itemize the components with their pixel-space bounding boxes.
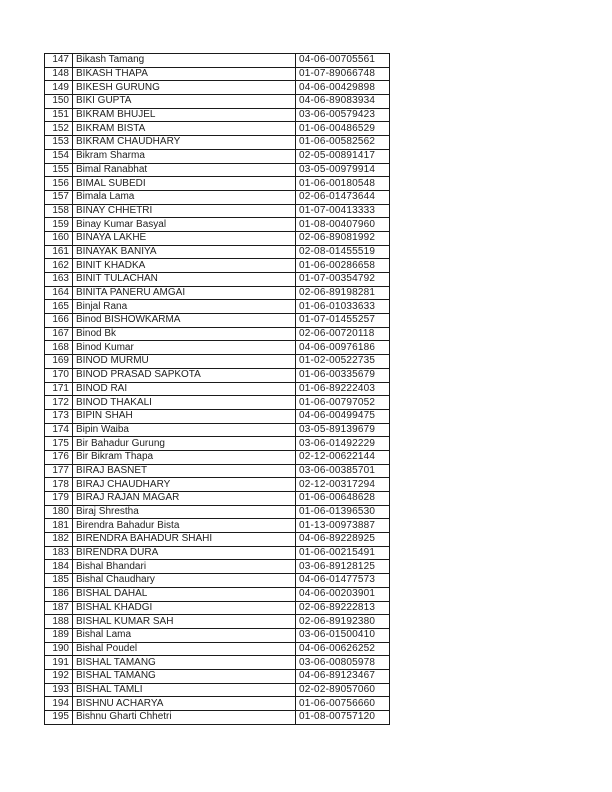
id-number-cell: 04-06-89083934 <box>296 95 390 109</box>
row-number-cell: 147 <box>45 54 73 68</box>
name-cell: BIRAJ BASNET <box>73 464 296 478</box>
name-cell: BIKRAM BISTA <box>73 122 296 136</box>
table-row <box>45 478 390 492</box>
id-number-cell: 03-05-89139679 <box>296 423 390 437</box>
name-cell: BINAY CHHETRI <box>73 204 296 218</box>
row-number-cell: 150 <box>45 95 73 109</box>
name-cell: BIRENDRA DURA <box>73 546 296 560</box>
table-row <box>45 656 390 670</box>
id-number-cell: 01-06-89222403 <box>296 382 390 396</box>
name-cell: BIKRAM CHAUDHARY <box>73 136 296 150</box>
id-number-cell: 04-06-00429898 <box>296 81 390 95</box>
row-number-cell: 182 <box>45 533 73 547</box>
table-row <box>45 711 390 725</box>
name-cell: BIRAJ CHAUDHARY <box>73 478 296 492</box>
id-number-cell: 03-06-00579423 <box>296 108 390 122</box>
row-number-cell: 159 <box>45 218 73 232</box>
row-number-cell: 192 <box>45 669 73 683</box>
name-cell: Binay Kumar Basyal <box>73 218 296 232</box>
row-number-cell: 175 <box>45 437 73 451</box>
id-number-cell: 04-06-89228925 <box>296 533 390 547</box>
name-cell: BIRENDRA BAHADUR SHAHI <box>73 533 296 547</box>
table-row <box>45 273 390 287</box>
id-number-cell: 01-07-00354792 <box>296 273 390 287</box>
table-row <box>45 54 390 68</box>
table-row <box>45 341 390 355</box>
table-row <box>45 122 390 136</box>
table-row <box>45 231 390 245</box>
name-cell: Binod BISHOWKARMA <box>73 314 296 328</box>
id-number-cell: 01-06-00180548 <box>296 177 390 191</box>
row-number-cell: 153 <box>45 136 73 150</box>
name-cell: BINOD PRASAD SAPKOTA <box>73 368 296 382</box>
name-cell: Bikash Tamang <box>73 54 296 68</box>
row-number-cell: 166 <box>45 314 73 328</box>
roster-table-body <box>45 54 390 725</box>
row-number-cell: 188 <box>45 615 73 629</box>
name-cell: BIKI GUPTA <box>73 95 296 109</box>
table-row <box>45 628 390 642</box>
row-number-cell: 169 <box>45 355 73 369</box>
id-number-cell: 01-06-00797052 <box>296 396 390 410</box>
name-cell: Bishnu Gharti Chhetri <box>73 711 296 725</box>
row-number-cell: 185 <box>45 574 73 588</box>
name-cell: BINAYA LAKHE <box>73 231 296 245</box>
row-number-cell: 170 <box>45 368 73 382</box>
row-number-cell: 156 <box>45 177 73 191</box>
row-number-cell: 152 <box>45 122 73 136</box>
table-row <box>45 423 390 437</box>
name-cell: BINIT TULACHAN <box>73 273 296 287</box>
row-number-cell: 165 <box>45 300 73 314</box>
row-number-cell: 180 <box>45 505 73 519</box>
row-number-cell: 174 <box>45 423 73 437</box>
name-cell: BINAYAK BANIYA <box>73 245 296 259</box>
table-row <box>45 368 390 382</box>
name-cell: BISHAL DAHAL <box>73 587 296 601</box>
name-cell: BIPIN SHAH <box>73 409 296 423</box>
row-number-cell: 157 <box>45 190 73 204</box>
row-number-cell: 161 <box>45 245 73 259</box>
name-cell: Bir Bikram Thapa <box>73 450 296 464</box>
table-row <box>45 286 390 300</box>
row-number-cell: 149 <box>45 81 73 95</box>
name-cell: Binjal Rana <box>73 300 296 314</box>
table-row <box>45 177 390 191</box>
id-number-cell: 03-06-01492229 <box>296 437 390 451</box>
table-row <box>45 669 390 683</box>
id-number-cell: 02-06-89198281 <box>296 286 390 300</box>
table-row <box>45 95 390 109</box>
row-number-cell: 178 <box>45 478 73 492</box>
row-number-cell: 151 <box>45 108 73 122</box>
row-number-cell: 179 <box>45 492 73 506</box>
table-row <box>45 560 390 574</box>
row-number-cell: 162 <box>45 259 73 273</box>
table-row <box>45 396 390 410</box>
row-number-cell: 167 <box>45 327 73 341</box>
row-number-cell: 193 <box>45 683 73 697</box>
row-number-cell: 187 <box>45 601 73 615</box>
id-number-cell: 01-06-00286658 <box>296 259 390 273</box>
id-number-cell: 03-06-01500410 <box>296 628 390 642</box>
table-row <box>45 67 390 81</box>
row-number-cell: 154 <box>45 149 73 163</box>
table-row <box>45 601 390 615</box>
row-number-cell: 164 <box>45 286 73 300</box>
table-row <box>45 533 390 547</box>
table-row <box>45 697 390 711</box>
id-number-cell: 01-06-00582562 <box>296 136 390 150</box>
row-number-cell: 186 <box>45 587 73 601</box>
name-cell: Bishal Chaudhary <box>73 574 296 588</box>
id-number-cell: 02-08-01455519 <box>296 245 390 259</box>
name-cell: BIKRAM BHUJEL <box>73 108 296 122</box>
name-cell: BINIT KHADKA <box>73 259 296 273</box>
table-row <box>45 492 390 506</box>
table-row <box>45 149 390 163</box>
name-cell: Binod Bk <box>73 327 296 341</box>
id-number-cell: 04-06-01477573 <box>296 574 390 588</box>
id-number-cell: 02-12-00317294 <box>296 478 390 492</box>
name-cell: BISHAL KUMAR SAH <box>73 615 296 629</box>
table-row <box>45 409 390 423</box>
row-number-cell: 168 <box>45 341 73 355</box>
name-cell: BIKESH GURUNG <box>73 81 296 95</box>
name-cell: BINITA PANERU AMGAI <box>73 286 296 300</box>
row-number-cell: 173 <box>45 409 73 423</box>
id-number-cell: 02-12-00622144 <box>296 450 390 464</box>
row-number-cell: 163 <box>45 273 73 287</box>
id-number-cell: 02-06-01473644 <box>296 190 390 204</box>
name-cell: BISHNU ACHARYA <box>73 697 296 711</box>
name-cell: BISHAL TAMANG <box>73 669 296 683</box>
id-number-cell: 02-05-00891417 <box>296 149 390 163</box>
table-row <box>45 327 390 341</box>
id-number-cell: 04-06-00203901 <box>296 587 390 601</box>
table-row <box>45 218 390 232</box>
name-cell: Binod Kumar <box>73 341 296 355</box>
row-number-cell: 160 <box>45 231 73 245</box>
name-cell: Bipin Waiba <box>73 423 296 437</box>
name-cell: Bimal Ranabhat <box>73 163 296 177</box>
id-number-cell: 01-06-00648628 <box>296 492 390 506</box>
name-cell: BISHAL TAMLI <box>73 683 296 697</box>
table-row <box>45 642 390 656</box>
table-row <box>45 382 390 396</box>
name-cell: BIRAJ RAJAN MAGAR <box>73 492 296 506</box>
row-number-cell: 155 <box>45 163 73 177</box>
id-number-cell: 01-07-01455257 <box>296 314 390 328</box>
id-number-cell: 01-06-01033633 <box>296 300 390 314</box>
id-number-cell: 01-08-00757120 <box>296 711 390 725</box>
id-number-cell: 01-06-00215491 <box>296 546 390 560</box>
row-number-cell: 148 <box>45 67 73 81</box>
id-number-cell: 03-06-00805978 <box>296 656 390 670</box>
id-number-cell: 04-06-89123467 <box>296 669 390 683</box>
table-row <box>45 574 390 588</box>
id-number-cell: 01-07-89066748 <box>296 67 390 81</box>
id-number-cell: 02-02-89057060 <box>296 683 390 697</box>
id-number-cell: 04-06-00499475 <box>296 409 390 423</box>
name-cell: BISHAL TAMANG <box>73 656 296 670</box>
row-number-cell: 171 <box>45 382 73 396</box>
id-number-cell: 01-13-00973887 <box>296 519 390 533</box>
name-cell: Bishal Lama <box>73 628 296 642</box>
id-number-cell: 02-06-89222813 <box>296 601 390 615</box>
roster-table <box>44 53 390 725</box>
id-number-cell: 01-02-00522735 <box>296 355 390 369</box>
table-row <box>45 437 390 451</box>
name-cell: BINOD THAKALI <box>73 396 296 410</box>
row-number-cell: 194 <box>45 697 73 711</box>
id-number-cell: 01-08-00407960 <box>296 218 390 232</box>
name-cell: Birendra Bahadur Bista <box>73 519 296 533</box>
id-number-cell: 01-06-00335679 <box>296 368 390 382</box>
id-number-cell: 01-06-00486529 <box>296 122 390 136</box>
id-number-cell: 03-06-89128125 <box>296 560 390 574</box>
table-row <box>45 450 390 464</box>
id-number-cell: 04-06-00626252 <box>296 642 390 656</box>
id-number-cell: 02-06-89192380 <box>296 615 390 629</box>
row-number-cell: 189 <box>45 628 73 642</box>
id-number-cell: 01-06-01396530 <box>296 505 390 519</box>
table-row <box>45 683 390 697</box>
table-row <box>45 587 390 601</box>
row-number-cell: 195 <box>45 711 73 725</box>
name-cell: Bikram Sharma <box>73 149 296 163</box>
table-row <box>45 505 390 519</box>
name-cell: Bimala Lama <box>73 190 296 204</box>
name-cell: Biraj Shrestha <box>73 505 296 519</box>
name-cell: BIKASH THAPA <box>73 67 296 81</box>
name-cell: Bir Bahadur Gurung <box>73 437 296 451</box>
row-number-cell: 177 <box>45 464 73 478</box>
table-row <box>45 314 390 328</box>
row-number-cell: 190 <box>45 642 73 656</box>
table-row <box>45 259 390 273</box>
name-cell: BINOD RAI <box>73 382 296 396</box>
id-number-cell: 01-07-00413333 <box>296 204 390 218</box>
id-number-cell: 03-05-00979914 <box>296 163 390 177</box>
name-cell: BISHAL KHADGI <box>73 601 296 615</box>
id-number-cell: 02-06-00720118 <box>296 327 390 341</box>
row-number-cell: 184 <box>45 560 73 574</box>
id-number-cell: 03-06-00385701 <box>296 464 390 478</box>
table-row <box>45 519 390 533</box>
roster-table-container <box>44 53 374 725</box>
name-cell: BIMAL SUBEDI <box>73 177 296 191</box>
table-row <box>45 190 390 204</box>
table-row <box>45 300 390 314</box>
table-row <box>45 615 390 629</box>
row-number-cell: 176 <box>45 450 73 464</box>
id-number-cell: 01-06-00756660 <box>296 697 390 711</box>
table-row <box>45 136 390 150</box>
row-number-cell: 181 <box>45 519 73 533</box>
table-row <box>45 81 390 95</box>
table-row <box>45 108 390 122</box>
name-cell: BINOD MURMU <box>73 355 296 369</box>
name-cell: Bishal Bhandari <box>73 560 296 574</box>
table-row <box>45 464 390 478</box>
table-row <box>45 204 390 218</box>
id-number-cell: 02-06-89081992 <box>296 231 390 245</box>
row-number-cell: 172 <box>45 396 73 410</box>
row-number-cell: 183 <box>45 546 73 560</box>
table-row <box>45 355 390 369</box>
row-number-cell: 158 <box>45 204 73 218</box>
table-row <box>45 546 390 560</box>
name-cell: Bishal Poudel <box>73 642 296 656</box>
id-number-cell: 04-06-00976186 <box>296 341 390 355</box>
id-number-cell: 04-06-00705561 <box>296 54 390 68</box>
table-row <box>45 163 390 177</box>
row-number-cell: 191 <box>45 656 73 670</box>
table-row <box>45 245 390 259</box>
